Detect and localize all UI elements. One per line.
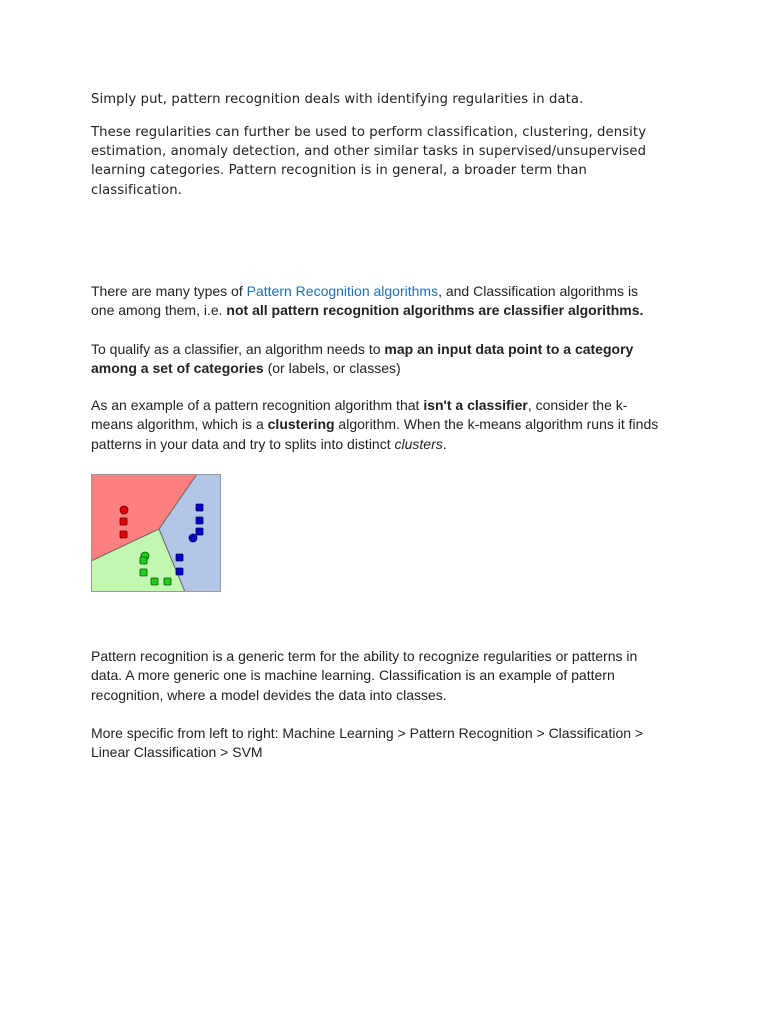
- green-point: [140, 557, 147, 564]
- classifier-paragraph: To qualify as a classifier, an algorithm needs to map an input data point to a category among a set of categories (or labels, or classes): [91, 341, 634, 377]
- green-point: [151, 578, 158, 585]
- green-point: [140, 569, 147, 576]
- green-point: [164, 578, 171, 585]
- red-centroid: [120, 506, 128, 514]
- intro-paragraph: Simply put, pattern recognition deals with identifying regularities in data.: [91, 92, 584, 107]
- red-point: [120, 531, 127, 538]
- blue-point: [196, 504, 203, 511]
- regularities-paragraph: These regularities can further be used to perform classification, clustering, density estimation, anomaly detection, and other similar tasks in supervised/unsupervised learning categories. Pattern recognition is in general, a broader term than classification.: [91, 125, 647, 198]
- generic-term-paragraph: Pattern recognition is a generic term for the ability to recognize regularities or patterns in data. A more generic one is machine learning. Classification is an example of pattern recognition, where a model devides the data into classes.: [91, 648, 638, 703]
- blue-point: [176, 568, 183, 575]
- blue-centroid: [189, 534, 197, 542]
- blue-point: [176, 554, 183, 561]
- types-paragraph: There are many types of Pattern Recognition algorithms, and Classification algorithms is one among them, i.e. not all pattern recognition algorithms are classifier algorithms.: [91, 283, 644, 319]
- kmeans-clusters-figure: [91, 474, 221, 592]
- blue-point: [196, 517, 203, 524]
- kmeans-paragraph: As an example of a pattern recognition algorithm that isn't a classifier, consider the k- means algorithm, which is a clustering algorithm. When the k-means algorithm runs it finds patterns in your data and try to splits into distinct clusters.: [91, 397, 659, 452]
- red-point: [120, 518, 127, 525]
- blue-point: [196, 528, 203, 535]
- hierarchy-paragraph: More specific from left to right: Machine Learning > Pattern Recognition > Classification > Linear Classification > SVM: [91, 725, 644, 761]
- pattern-recognition-algorithms-link[interactable]: Pattern Recognition algorithms: [246, 283, 439, 299]
